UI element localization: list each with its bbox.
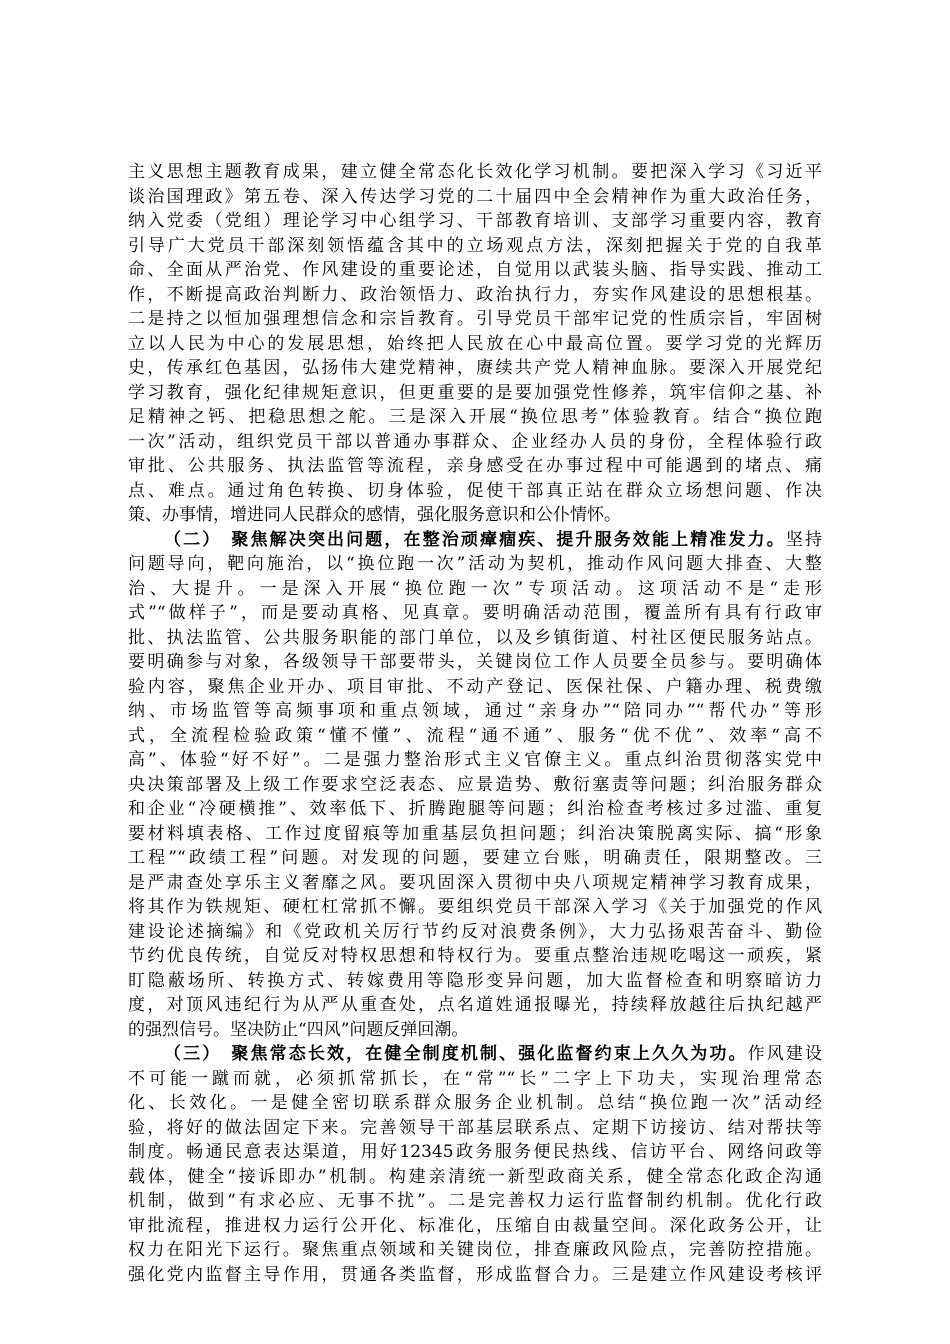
text-line: 载体，健全“接诉即办”机制。构建亲清统一新型政商关系，健全常态化政企沟通	[128, 1166, 822, 1187]
section-3-heading: 聚焦常态长效，在健全制度机制、强化监督约束上久久为功。	[231, 1044, 748, 1064]
text-line: 强化党内监督主导作用，贯通各类监督，形成监督合力。三是建立作风建设考核评	[128, 1264, 822, 1285]
text-line: 制度。畅通民意表达渠道，用好12345政务服务便民热线、信访平台、网络问政等	[128, 1142, 822, 1162]
text-line: 将其作为铁规矩、硬杠杠常抓不懈。要组织党员干部深入学习《关于加强党的作风	[128, 897, 822, 917]
text-line: 一次”活动，组织党员干部以普通办事群众、企业经办人员的身份，全程体验行政	[128, 431, 822, 452]
text-line: 主义思想主题教育成果，建立健全常态化长效化学习机制。要把深入学习《习近平	[128, 162, 822, 182]
text-line: 引导广大党员干部深刻领悟蕴含其中的立场观点方法，深刻把握关于党的自我革	[128, 235, 822, 256]
text-line: 验，将好的做法固定下来。完善领导干部基层联系点、定期下访接访、结对帮扶等	[128, 1117, 822, 1138]
text-line: 纳、市场监管等高频事项和重点领域，通过“亲身办”“陪同办”“帮代办”等形	[128, 701, 822, 721]
text-line: 要明确参与对象，各级领导干部要带头，关键岗位工作人员要全员参与。要明确体	[128, 652, 822, 672]
text-line: 谈治国理政》第五卷、深入传达学习党的二十届四中全会精神作为重大政治任务，	[128, 186, 822, 207]
section-3	[128, 1042, 822, 1287]
text-line: 权力在阳光下运行。聚焦重点领域和关键岗位，排查廉政风险点，完善防控措施。	[128, 1240, 822, 1260]
text-line: 审批流程，推进权力运行公开化、标准化，压缩自由裁量空间。深化政务公开，让	[128, 1215, 822, 1236]
text-line: 建设论述摘编》和《党政机关厉行节约反对浪费条例》，大力弘扬艰苦奋斗、勤俭	[128, 921, 822, 942]
section-3-label: （三）	[164, 1044, 222, 1064]
section-3-first-line-rest: 作风建设	[747, 1044, 822, 1064]
text-line: 式，全流程检验政策“懂不懂”、流程“通不通”、服务“优不优”、效率“高不	[128, 725, 822, 746]
text-line: 高”、体验“好不好”。二是强力整治形式主义官僚主义。重点纠治贯彻落实党中	[128, 750, 822, 770]
text-line: 作，不断提高政治判断力、政治领悟力、政治执行力，夯实作风建设的思想根基。	[128, 284, 822, 305]
text-line: 足精神之钙、把稳思想之舵。三是深入开展“换位思考”体验教育。结合“换位跑	[128, 407, 822, 427]
text-line: 不可能一蹴而就，必须抓常抓长，在“常”“长”二字上下功夫，实现治理常态	[128, 1068, 822, 1089]
text-line: 点、难点。通过角色转换、切身体验，促使干部真正站在群众立场想问题、作决	[128, 480, 822, 501]
text-line: 机制，做到“有求必应、无事不扰”。二是完善权力运行监督制约机制。优化行政	[128, 1191, 822, 1211]
text-line: 要材料填表格、工作过度留痕等加重基层负担问题；纠治决策脱离实际、搞“形象	[128, 823, 822, 844]
text-line: 史，传承红色基因，弘扬伟大建党精神，赓续共产党人精神血脉。要深入开展党纪	[128, 358, 822, 378]
text-line: 节约优良传统，自觉反对特权思想和特权行为。要重点整治违规吃喝这一顽疾，紧	[128, 946, 822, 966]
text-line: 度，对顶风违纪行为从严从重查处，点名道姓通报曝光，持续释放越往后执纪越严	[128, 995, 822, 1015]
text-line: 治、大提升。一是深入开展“换位跑一次”专项活动。这项活动不是“走形	[128, 578, 822, 599]
section-2-heading: 聚焦解决突出问题，在整治顽瘴痼疾、提升服务效能上精准发力。	[231, 529, 786, 550]
text-line: 的强烈信号。坚决防止“四风”问题反弹回潮。	[128, 1019, 469, 1040]
text-line: 盯隐蔽场所、转换方式、转嫁费用等隐形变异问题，加大监督检查和明察暗访力	[128, 970, 822, 991]
text-line: 央决策部署及上级工作要求空泛表态、应景造势、敷衍塞责等问题；纠治服务群众	[128, 774, 822, 795]
section-2-label: （二）	[164, 529, 222, 550]
text-line: 纳入党委（党组）理论学习中心组学习、干部教育培训、支部学习重要内容，教育	[128, 211, 822, 231]
text-line: 审批、公共服务、执法监管等流程，亲身感受在办事过程中可能遇到的堵点、痛	[128, 456, 822, 476]
document-page	[128, 160, 822, 1287]
text-line: 策、办事情，增进同人民群众的感情，强化服务意识和公仆情怀。	[128, 505, 621, 525]
text-line: 命、全面从严治党、作风建设的重要论述，自觉用以武装头脑、指导实践、推动工	[128, 260, 822, 280]
section-3-body	[128, 1067, 822, 1288]
text-line: 是严肃查处享乐主义奢靡之风。要巩固深入贯彻中央八项规定精神学习教育成果，	[128, 872, 822, 893]
text-line: 工程”“政绩工程”问题。对发现的问题，要建立台账，明确责任，限期整改。三	[128, 848, 822, 868]
text-line: 和企业“冷硬横推”、效率低下、折腾跑腿等问题；纠治检查考核过多过滥、重复	[128, 799, 822, 819]
section-3-first-line	[128, 1042, 822, 1067]
text-line: 验内容，聚焦企业开办、项目审批、不动产登记、医保社保、户籍办理、税费缴	[128, 676, 822, 697]
text-line: 式”“做样子”，而是要动真格、见真章。要明确活动范围，覆盖所有具有行政审	[128, 603, 822, 623]
text-line: 化、长效化。一是健全密切联系群众服务企业机制。总结“换位跑一次”活动经	[128, 1093, 822, 1113]
section-2-first-line-rest: 坚持	[785, 529, 822, 550]
text-line: 立以人民为中心的发展思想，始终把人民放在心中最高位置。要学习党的光辉历	[128, 333, 822, 354]
section-1-continuation	[128, 160, 822, 528]
section-2-body	[128, 552, 822, 1042]
section-2-first-line	[128, 528, 822, 553]
text-line: 问题导向，靶向施治，以“换位跑一次”活动为契机，推动作风问题大排查、大整	[128, 554, 822, 574]
text-line: 批、执法监管、公共服务职能的部门单位，以及乡镇街道、村社区便民服务站点。	[128, 627, 822, 648]
text-line: 学习教育，强化纪律规矩意识，但更重要的是要加强党性修养，筑牢信仰之基、补	[128, 382, 822, 403]
section-2	[128, 528, 822, 1043]
text-line: 二是持之以恒加强理想信念和宗旨教育。引导党员干部牢记党的性质宗旨，牢固树	[128, 309, 822, 329]
